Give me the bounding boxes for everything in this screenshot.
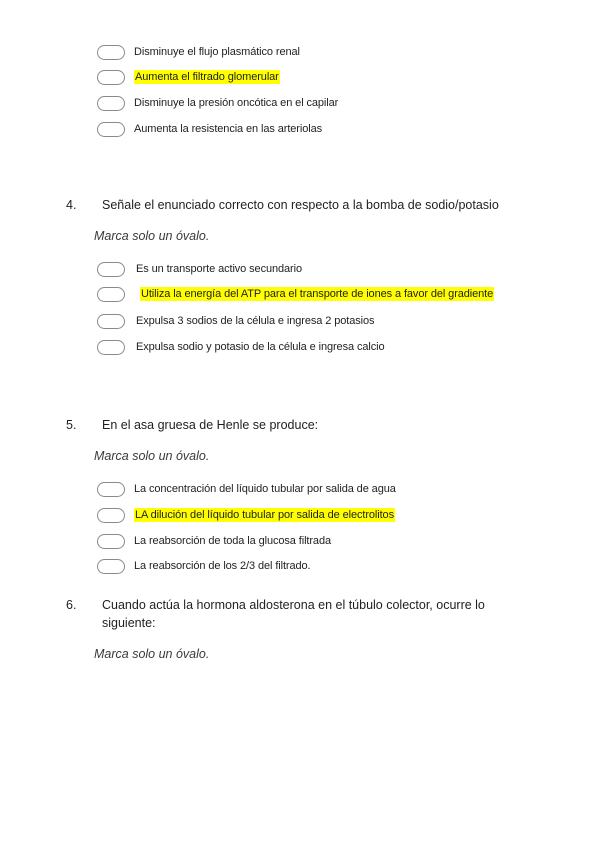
- radio-oval[interactable]: [97, 262, 125, 277]
- radio-oval[interactable]: [97, 287, 125, 302]
- option-label: Es un transporte activo secundario: [136, 263, 302, 275]
- radio-oval[interactable]: [97, 559, 125, 574]
- radio-option[interactable]: [97, 532, 331, 550]
- radio-option[interactable]: [97, 557, 311, 575]
- question-number: 6.: [66, 598, 77, 612]
- radio-oval[interactable]: [97, 508, 125, 523]
- radio-oval[interactable]: [97, 534, 125, 549]
- question-text: Cuando actúa la hormona aldosterona en el túbulo colector, ocurre lo siguiente:: [102, 598, 485, 630]
- option-label: Disminuye el flujo plasmático renal: [134, 46, 300, 58]
- radio-option[interactable]: [97, 43, 300, 61]
- option-label: La reabsorción de toda la glucosa filtrada: [134, 535, 331, 547]
- question-5-heading: [66, 416, 522, 434]
- question-hint: Marca solo un óvalo.: [94, 647, 210, 661]
- radio-option[interactable]: [97, 120, 322, 138]
- radio-option[interactable]: [97, 480, 396, 498]
- radio-oval[interactable]: [97, 96, 125, 111]
- radio-option[interactable]: [97, 312, 374, 330]
- radio-option[interactable]: [97, 285, 494, 303]
- radio-oval[interactable]: [97, 340, 125, 355]
- option-label: La reabsorción de los 2/3 del filtrado.: [134, 560, 311, 572]
- radio-option[interactable]: [97, 94, 338, 112]
- question-6-heading: [66, 596, 502, 632]
- option-label-highlighted: LA dilución del líquido tubular por salida de electrolitos: [135, 509, 394, 521]
- option-label-highlighted: Aumenta el filtrado glomerular: [135, 71, 279, 83]
- option-label: La concentración del líquido tubular por salida de agua: [134, 483, 396, 495]
- radio-option[interactable]: [97, 68, 280, 86]
- option-label: Expulsa sodio y potasio de la célula e ingresa calcio: [136, 341, 385, 353]
- radio-oval[interactable]: [97, 314, 125, 329]
- question-hint: Marca solo un óvalo.: [94, 449, 210, 463]
- question-text: Señale el enunciado correcto con respecto a la bomba de sodio/potasio: [102, 198, 499, 212]
- option-label: Expulsa 3 sodios de la célula e ingresa 2 potasios: [136, 315, 375, 327]
- radio-option[interactable]: [97, 338, 384, 356]
- radio-oval[interactable]: [97, 45, 125, 60]
- question-hint: Marca solo un óvalo.: [94, 229, 210, 243]
- question-text: En el asa gruesa de Henle se produce:: [102, 418, 319, 432]
- radio-oval[interactable]: [97, 122, 125, 137]
- option-label: Disminuye la presión oncótica en el capilar: [134, 97, 339, 109]
- option-label-highlighted: Utiliza la energía del ATP para el transporte de iones a favor del gradiente: [141, 288, 494, 300]
- option-label: Aumenta la resistencia en las arteriolas: [134, 123, 322, 135]
- radio-oval[interactable]: [97, 70, 125, 85]
- question-4-heading: [66, 196, 522, 214]
- question-number: 5.: [66, 418, 77, 432]
- radio-option[interactable]: [97, 506, 395, 524]
- question-number: 4.: [66, 198, 77, 212]
- radio-option[interactable]: [97, 260, 302, 278]
- radio-oval[interactable]: [97, 482, 125, 497]
